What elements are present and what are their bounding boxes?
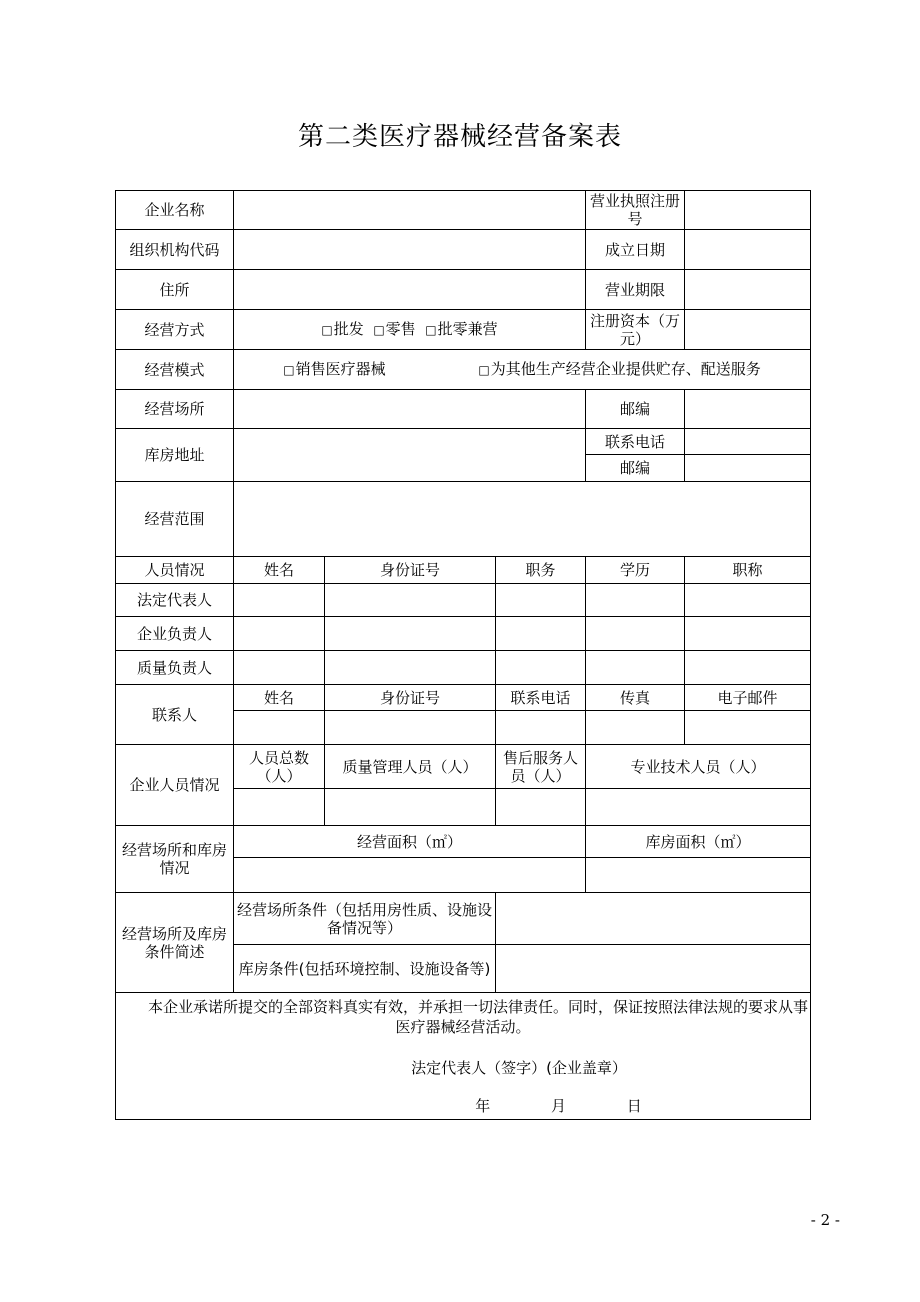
cell[interactable] [496, 789, 586, 826]
cell[interactable] [234, 789, 325, 826]
area-header-row [116, 826, 811, 858]
field-warehouse-address[interactable] [234, 429, 586, 482]
field-warehouse-area[interactable] [586, 858, 811, 893]
cell[interactable] [234, 711, 325, 745]
field-registered-capital[interactable] [685, 310, 811, 350]
cell[interactable] [586, 617, 685, 651]
cell[interactable] [685, 617, 811, 651]
staff-header-row [116, 745, 811, 789]
page-title: 第二类医疗器械经营备案表 [297, 122, 622, 152]
personnel-header-row [116, 557, 811, 584]
col-business-area: 经营面积（㎡） [234, 826, 586, 858]
option-sell-devices[interactable] [283, 360, 385, 378]
field-postcode[interactable] [685, 390, 811, 429]
field-warehouse-postcode[interactable] [685, 455, 811, 482]
col-phone: 联系电话 [496, 685, 586, 711]
field-business-scope[interactable] [234, 482, 811, 557]
field-license-reg-no[interactable] [685, 191, 811, 230]
checkbox-icon[interactable]: □ [283, 363, 295, 377]
cell[interactable] [234, 617, 325, 651]
cell[interactable] [586, 584, 685, 617]
label-business-term: 营业期限 [586, 270, 685, 310]
col-id-number: 身份证号 [325, 685, 496, 711]
field-site-conditions[interactable] [496, 893, 811, 945]
option-wholesale-retail[interactable] [425, 320, 497, 338]
cell[interactable] [325, 651, 496, 685]
label-license-reg-no: 营业执照注册号 [586, 191, 685, 230]
signature-line: 法定代表人（签字）(企业盖章） [411, 1059, 627, 1077]
label-business-site: 经营场所 [116, 390, 234, 429]
cell[interactable] [586, 651, 685, 685]
date-month: 月 [551, 1097, 567, 1115]
col-quality-staff: 质量管理人员（人） [325, 745, 496, 789]
cell[interactable] [685, 651, 811, 685]
option-wholesale[interactable] [321, 320, 363, 338]
label-established-date: 成立日期 [586, 230, 685, 270]
cell[interactable] [234, 651, 325, 685]
checkbox-icon[interactable]: □ [373, 323, 385, 337]
col-id-number: 身份证号 [325, 557, 496, 584]
cell[interactable] [685, 584, 811, 617]
checkbox-icon[interactable]: □ [478, 363, 490, 377]
cell[interactable] [496, 651, 586, 685]
option-label: 销售医疗器械 [295, 360, 386, 378]
row-business-scope [116, 482, 811, 557]
declaration-row [116, 993, 811, 1120]
page-number: - 2 - [810, 1211, 840, 1229]
date-day: 日 [626, 1097, 642, 1115]
col-name: 姓名 [234, 685, 325, 711]
col-email: 电子邮件 [685, 685, 811, 711]
option-label: 批零兼营 [437, 320, 498, 338]
cell[interactable] [496, 584, 586, 617]
row-address [116, 270, 811, 310]
personnel-header-label: 人员情况 [116, 557, 234, 584]
col-title: 职称 [685, 557, 811, 584]
label-postcode: 邮编 [586, 390, 685, 429]
business-mode-options [234, 350, 811, 390]
label-business-mode: 经营模式 [116, 350, 234, 390]
col-technical-staff: 专业技术人员（人） [586, 745, 811, 789]
label-business-scope: 经营范围 [116, 482, 234, 557]
option-label: 为其他生产经营企业提供贮存、配送服务 [490, 360, 761, 378]
row-org-code [116, 230, 811, 270]
row-label: 法定代表人 [116, 584, 234, 617]
field-address[interactable] [234, 270, 586, 310]
personnel-row-principal [116, 617, 811, 651]
option-label: 零售 [385, 320, 416, 338]
field-contact-phone[interactable] [685, 429, 811, 455]
label-area: 经营场所和库房情况 [116, 826, 234, 893]
cell[interactable] [685, 711, 811, 745]
cell[interactable] [496, 711, 586, 745]
row-label: 质量负责人 [116, 651, 234, 685]
label-company-name: 企业名称 [116, 191, 234, 230]
col-fax: 传真 [586, 685, 685, 711]
row-warehouse-address [116, 429, 811, 455]
row-label: 企业负责人 [116, 617, 234, 651]
label-business-method: 经营方式 [116, 310, 234, 350]
filing-form-table [115, 190, 811, 1120]
label-staff: 企业人员情况 [116, 745, 234, 826]
col-total-staff: 人员总数（人） [234, 745, 325, 789]
declaration-cell [116, 993, 811, 1120]
col-warehouse-area: 库房面积（㎡） [586, 826, 811, 858]
row-company-name [116, 191, 811, 230]
option-retail[interactable] [373, 320, 415, 338]
field-company-name[interactable] [234, 191, 586, 230]
field-org-code[interactable] [234, 230, 586, 270]
field-established-date[interactable] [685, 230, 811, 270]
option-label: 批发 [333, 320, 364, 338]
checkbox-icon[interactable]: □ [425, 323, 437, 337]
cell[interactable] [325, 711, 496, 745]
personnel-row-quality [116, 651, 811, 685]
cell[interactable] [325, 617, 496, 651]
label-conditions: 经营场所及库房条件简述 [116, 893, 234, 993]
label-warehouse-conditions: 库房条件(包括环境控制、设施设备等) [234, 945, 496, 993]
cell[interactable] [496, 617, 586, 651]
cell[interactable] [586, 711, 685, 745]
contact-header-row [116, 685, 811, 711]
col-education: 学历 [586, 557, 685, 584]
cell[interactable] [325, 789, 496, 826]
date-line [118, 1097, 808, 1115]
cell[interactable] [234, 584, 325, 617]
row-business-mode [116, 350, 811, 390]
cell[interactable] [325, 584, 496, 617]
label-registered-capital: 注册资本（万元） [586, 310, 685, 350]
date-year: 年 [475, 1097, 491, 1115]
col-after-sales-staff: 售后服务人员（人） [496, 745, 586, 789]
field-business-area[interactable] [234, 858, 586, 893]
field-business-term[interactable] [685, 270, 811, 310]
label-site-conditions: 经营场所条件（包括用房性质、设施设备情况等） [234, 893, 496, 945]
label-warehouse-address: 库房地址 [116, 429, 234, 482]
label-org-code: 组织机构代码 [116, 230, 234, 270]
cell[interactable] [586, 789, 811, 826]
label-contact: 联系人 [116, 685, 234, 745]
col-position: 职务 [496, 557, 586, 584]
label-contact-phone: 联系电话 [586, 429, 685, 455]
checkbox-icon[interactable]: □ [321, 323, 333, 337]
row-business-method [116, 310, 811, 350]
label-warehouse-postcode: 邮编 [586, 455, 685, 482]
col-name: 姓名 [234, 557, 325, 584]
option-storage-delivery[interactable] [478, 360, 760, 378]
row-business-site [116, 390, 811, 429]
business-method-options [234, 310, 586, 350]
field-warehouse-conditions[interactable] [496, 945, 811, 993]
conditions-site-row [116, 893, 811, 945]
field-business-site[interactable] [234, 390, 586, 429]
label-address: 住所 [116, 270, 234, 310]
personnel-row-legal-rep [116, 584, 811, 617]
promise-text: 本企业承诺所提交的全部资料真实有效，并承担一切法律责任。同时，保证按照法律法规的要求从事医疗器械经营活动。 [148, 998, 809, 1036]
